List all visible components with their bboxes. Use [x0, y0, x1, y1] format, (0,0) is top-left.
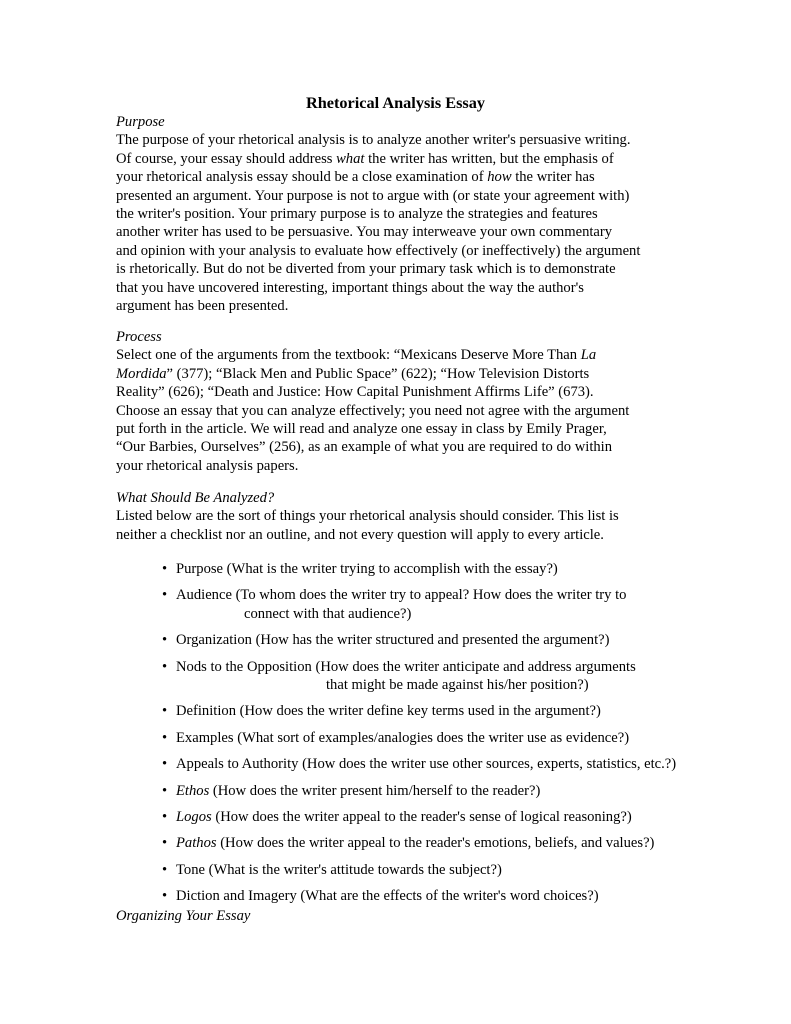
process-line: Choose an essay that you can analyze effectively; you need not agree with the argument: [116, 402, 630, 419]
checklist-item: [162, 834, 722, 852]
document-title: Rhetorical Analysis Essay: [305, 93, 486, 112]
checklist-term: Nods to the Opposition: [176, 658, 312, 675]
process-body: [116, 346, 676, 475]
checklist-item: [162, 560, 722, 578]
analyzed-line: neither a checklist nor an outline, and not every question will apply to every article.: [116, 526, 604, 543]
checklist-item: [162, 887, 722, 905]
purpose-section: [116, 113, 676, 315]
checklist-item: [162, 586, 722, 623]
analyzed-section: [116, 489, 676, 544]
process-line: Select one of the arguments from the textbook: “Mexicans Deserve More Than La: [116, 347, 597, 364]
bullet-icon: •: [162, 756, 168, 773]
emphasis: Mordida: [116, 365, 167, 382]
checklist-question: (What are the effects of the writer's word choices?): [296, 888, 599, 905]
analyzed-body: [116, 507, 676, 544]
checklist-question: (How does the writer anticipate and address arguments: [311, 658, 636, 675]
purpose-line: the writer's position. Your primary purpose is to analyze the strategies and features: [116, 206, 598, 223]
bullet-icon: •: [162, 809, 168, 826]
process-line: put forth in the article. We will read and analyze one essay in class by Emily Prager,: [116, 421, 607, 438]
process-line: Mordida” (377); “Black Men and Public Space” (622); “How Television Distorts: [116, 365, 590, 382]
purpose-heading: Purpose: [116, 114, 165, 130]
checklist-question: (What is the writer's attitude towards the subject?): [204, 861, 502, 878]
process-heading: Process: [116, 329, 162, 345]
checklist-question: (What sort of examples/analogies does the writer use as evidence?): [233, 729, 630, 746]
checklist-question: (How has the writer structured and presented the argument?): [251, 632, 610, 649]
purpose-line: Of course, your essay should address what the writer has written, but the emphasis of: [116, 150, 614, 167]
bullet-icon: •: [162, 632, 168, 649]
checklist-question-continued: that might be made against his/her position?): [326, 677, 589, 694]
checklist-term: Examples: [176, 729, 234, 746]
bullet-icon: •: [162, 861, 168, 878]
purpose-body: [116, 131, 676, 315]
checklist-item: [162, 729, 722, 747]
checklist-item: [162, 861, 722, 879]
checklist-term: Logos: [176, 809, 212, 826]
checklist-item: [162, 631, 722, 649]
bullet-icon: •: [162, 782, 168, 799]
checklist-item: [162, 658, 722, 695]
process-line: Reality” (626); “Death and Justice: How Capital Punishment Affirms Life” (673).: [116, 384, 594, 401]
emphasis: how: [487, 169, 512, 186]
checklist-question: (How does the writer use other sources, experts, statistics, etc.?): [298, 756, 677, 773]
purpose-line: your rhetorical analysis essay should be a close examination of how the writer has: [116, 169, 595, 186]
checklist-term: Pathos: [176, 835, 217, 852]
checklist-question-continued: connect with that audience?): [244, 605, 412, 622]
purpose-line: and opinion with your analysis to evaluate how effectively (or ineffectively) the argument: [116, 242, 641, 259]
checklist-term: Organization: [176, 632, 252, 649]
checklist-question: (What is the writer trying to accomplish with the essay?): [223, 561, 558, 577]
checklist-item: [162, 755, 722, 773]
process-line: “Our Barbies, Ourselves” (256), as an example of what you are required to do within: [116, 439, 613, 456]
analysis-checklist: [162, 560, 722, 906]
bullet-icon: •: [162, 561, 168, 577]
checklist-item: [162, 782, 722, 800]
bullet-icon: •: [162, 888, 168, 905]
checklist-term: Appeals to Authority: [176, 756, 299, 773]
checklist-term: Diction and Imagery: [176, 888, 297, 905]
checklist-item: [162, 702, 722, 720]
checklist-term: Definition: [176, 703, 236, 720]
bullet-icon: •: [162, 587, 168, 604]
process-section: [116, 328, 676, 475]
organizing-section: [116, 907, 676, 925]
purpose-line: another writer has used to be persuasive. You may interweave your own commentary: [116, 224, 613, 241]
emphasis: La: [580, 347, 597, 364]
checklist-term: Audience: [176, 587, 232, 604]
emphasis: what: [336, 150, 365, 167]
purpose-line: is rhetorically. But do not be diverted from your primary task which is to demonstrate: [116, 261, 616, 278]
bullet-icon: •: [162, 835, 168, 852]
checklist-item: [162, 808, 722, 826]
purpose-line: The purpose of your rhetorical analysis is to analyze another writer's persuasive writing.: [116, 132, 631, 149]
bullet-icon: •: [162, 703, 168, 720]
purpose-line: presented an argument. Your purpose is not to argue with (or state your agreement with): [116, 187, 630, 204]
checklist-question: (To whom does the writer try to appeal? How does the writer try to: [231, 587, 627, 604]
checklist-question: (How does the writer appeal to the reader's emotions, beliefs, and values?): [216, 835, 655, 852]
purpose-line: argument has been presented.: [116, 298, 289, 315]
checklist-question: (How does the writer appeal to the reader's sense of logical reasoning?): [211, 809, 632, 826]
checklist-question: (How does the writer define key terms used in the argument?): [236, 703, 601, 720]
bullet-icon: •: [162, 658, 168, 675]
process-line: your rhetorical analysis papers.: [116, 457, 299, 474]
checklist-term: Tone: [176, 861, 205, 878]
checklist-question: (How does the writer present him/herself to the reader?): [209, 782, 541, 799]
analyzed-heading: What Should Be Analyzed?: [116, 490, 275, 506]
organizing-heading: Organizing Your Essay: [116, 908, 251, 924]
analyzed-line: Listed below are the sort of things your rhetorical analysis should consider. This list is: [116, 508, 619, 525]
bullet-icon: •: [162, 729, 168, 746]
checklist-term: Ethos: [176, 782, 210, 799]
checklist-term: Purpose: [176, 561, 224, 577]
purpose-line: that you have uncovered interesting, important things about the way the author's: [116, 279, 584, 296]
